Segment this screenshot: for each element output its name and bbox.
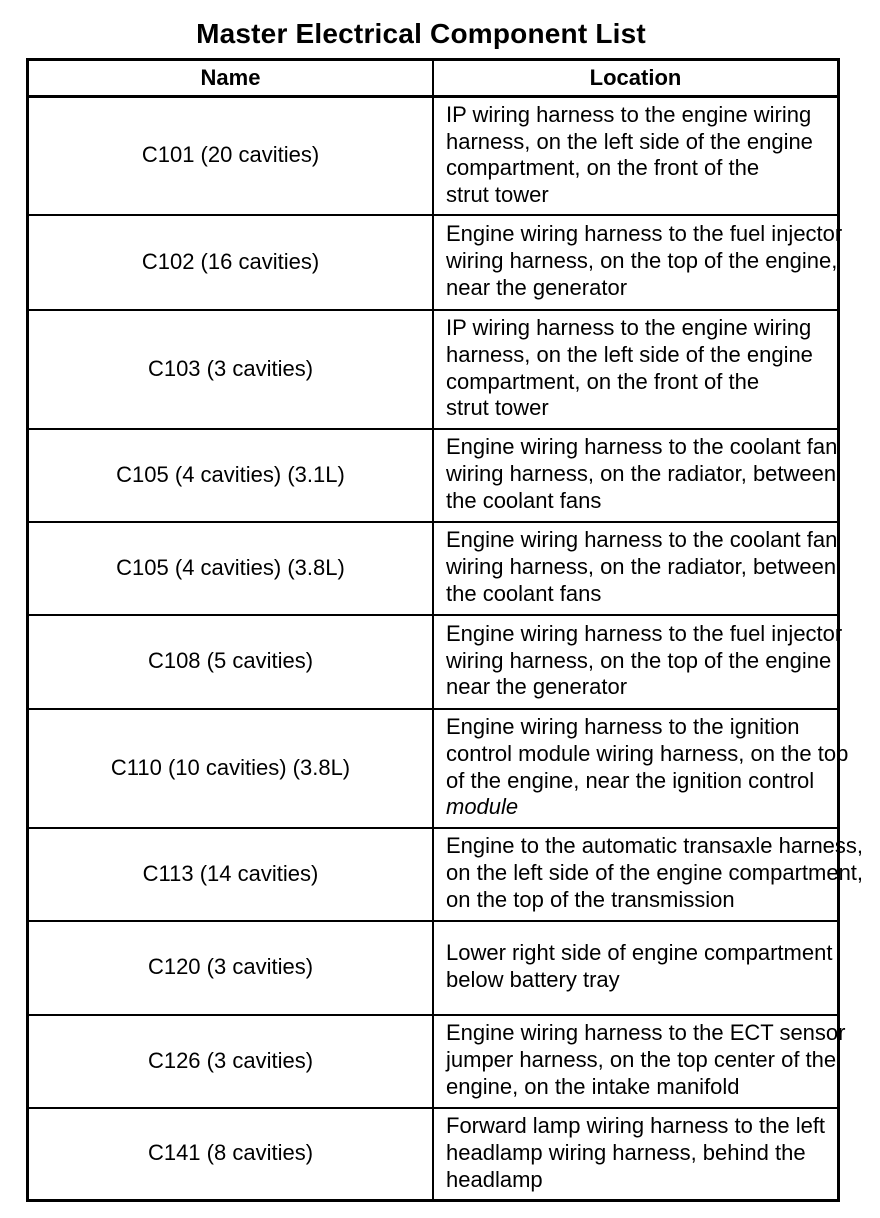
location-line: compartment, on the front of the: [446, 368, 760, 394]
table-row: [28, 1108, 839, 1201]
component-name: C103 (3 cavities): [28, 310, 434, 429]
table-row: [28, 615, 839, 709]
location-line: headlamp: [446, 1166, 543, 1192]
location-line: strut tower: [446, 395, 549, 421]
location-line: engine, on the intake manifold: [446, 1073, 740, 1099]
component-name: C120 (3 cavities): [28, 921, 434, 1015]
location-line: compartment, on the front of the: [446, 155, 760, 181]
component-location: [433, 97, 839, 215]
location-line: on the top of the transmission: [446, 886, 735, 912]
table-header-row: [28, 60, 839, 97]
component-table: [26, 58, 864, 1202]
location-line: IP wiring harness to the engine wiring: [446, 101, 812, 127]
location-line: strut tower: [446, 181, 549, 207]
location-line: harness, on the left side of the engine: [446, 128, 813, 154]
location-line: control module wiring harness, on the top: [446, 740, 849, 766]
location-line: wiring harness, on the top of the engine,: [446, 248, 838, 274]
component-location: [433, 1108, 839, 1201]
location-line: Engine to the automatic transaxle harness,: [446, 833, 864, 859]
location-line: near the generator: [446, 274, 628, 300]
location-line: below battery tray: [446, 967, 620, 992]
location-line: wiring harness, on the radiator, between: [446, 461, 837, 487]
location-line: of the engine, near the ignition control: [446, 767, 815, 793]
component-location: [433, 429, 839, 522]
component-name: C101 (20 cavities): [28, 97, 434, 215]
location-line: harness, on the left side of the engine: [446, 341, 813, 367]
location-line: Engine wiring harness to the ignition: [446, 714, 800, 740]
component-name: C141 (8 cavities): [28, 1108, 434, 1201]
component-name: C102 (16 cavities): [28, 215, 434, 310]
location-line: Forward lamp wiring harness to the left: [446, 1113, 826, 1139]
location-line: wiring harness, on the top of the engine: [446, 647, 832, 673]
component-name: C105 (4 cavities) (3.1L): [28, 429, 434, 522]
table-row: [28, 921, 839, 1015]
column-header-name: Name: [28, 60, 434, 97]
location-line: near the generator: [446, 674, 628, 700]
location-line: jumper harness, on the top center of the: [446, 1047, 837, 1073]
table-row: [28, 1015, 839, 1108]
component-location: [433, 709, 849, 828]
component-location: [433, 310, 839, 429]
component-name: C110 (10 cavities) (3.8L): [28, 709, 434, 828]
column-header-location: Location: [433, 60, 839, 97]
location-line: Engine wiring harness to the coolant fan: [446, 434, 838, 460]
location-line: the coolant fans: [446, 580, 602, 606]
page-title: Master Electrical Component List: [196, 18, 646, 49]
location-line: IP wiring harness to the engine wiring: [446, 315, 812, 341]
component-location: [433, 615, 843, 709]
component-name: C113 (14 cavities): [28, 828, 434, 921]
table-row: [28, 522, 839, 615]
location-line: Engine wiring harness to the ECT sensor: [446, 1020, 846, 1046]
component-location: [433, 215, 843, 310]
location-line: module: [446, 794, 519, 820]
location-line: the coolant fans: [446, 487, 602, 513]
table-row: [28, 215, 839, 310]
table-row: [28, 709, 839, 828]
component-location: [433, 1015, 846, 1108]
location-line: wiring harness, on the radiator, between: [446, 554, 837, 580]
location-line: Lower right side of engine compartment: [446, 940, 833, 966]
location-line: Engine wiring harness to the fuel injector: [446, 221, 843, 247]
table-row: [28, 828, 839, 921]
table-row: [28, 310, 839, 429]
table-row: [28, 429, 839, 522]
component-name: C105 (4 cavities) (3.8L): [28, 522, 434, 615]
location-line: Engine wiring harness to the coolant fan: [446, 527, 838, 553]
location-line: on the left side of the engine compartment,: [446, 860, 864, 886]
location-line: headlamp wiring harness, behind the: [446, 1139, 806, 1165]
component-location: [433, 921, 839, 1015]
component-name: C126 (3 cavities): [28, 1015, 434, 1108]
component-location: [433, 522, 839, 615]
component-location: [433, 828, 864, 921]
location-line: Engine wiring harness to the fuel injector: [446, 620, 843, 646]
component-name: C108 (5 cavities): [28, 615, 434, 709]
table-row: [28, 97, 839, 215]
